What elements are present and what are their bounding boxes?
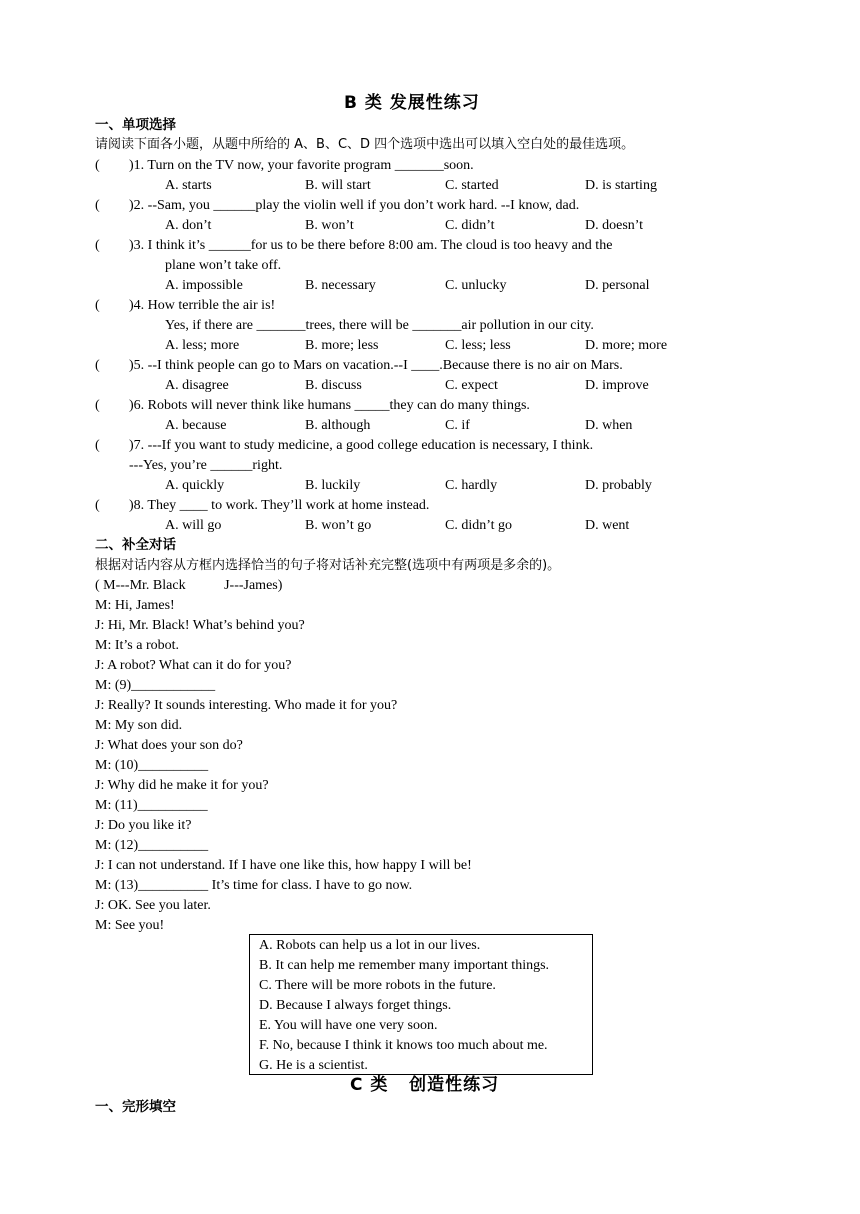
option-b: B. although <box>305 418 371 433</box>
options-box <box>249 934 593 1075</box>
dialogue-line: M: (13)__________ It’s time for class. I have to go now. <box>95 878 413 893</box>
option-c: C. started <box>445 178 499 193</box>
option-b: B. won’t <box>305 218 354 233</box>
answer-paren: ( <box>95 298 100 313</box>
box-option-g: G. He is a scientist. <box>259 1058 368 1073</box>
option-b: B. won’t go <box>305 518 372 533</box>
dialogue-line: M: It’s a robot. <box>95 638 179 653</box>
dialogue-line: J: Really? It sounds interesting. Who made it for you? <box>95 698 398 713</box>
box-option-f: F. No, because I think it knows too much about me. <box>259 1038 548 1053</box>
dialogue-line: J: I can not understand. If I have one like this, how happy I will be! <box>95 858 472 873</box>
dialogue-line: J: Do you like it? <box>95 818 192 833</box>
dialogue-line: J: Hi, Mr. Black! What’s behind you? <box>95 618 305 633</box>
option-a: A. because <box>165 418 227 433</box>
question-stem: )8. They ____ to work. They’ll work at home instead. <box>129 498 430 513</box>
dialogue-line: M: (10)__________ <box>95 758 209 773</box>
box-option-d: D. Because I always forget things. <box>259 998 452 1013</box>
option-d: D. doesn’t <box>585 218 644 233</box>
dialogue-line: M: (11)__________ <box>95 798 208 813</box>
question-stem-cont: Yes, if there are _______trees, there will be _______air pollution in our city. <box>165 318 594 333</box>
dialogue-line: M: Hi, James! <box>95 598 175 613</box>
answer-paren: ( <box>95 198 100 213</box>
dialogue-roles: ( M---Mr. Black J---James) <box>95 578 283 593</box>
option-d: D. more; more <box>585 338 668 353</box>
answer-paren: ( <box>95 158 100 173</box>
option-a: A. disagree <box>165 378 229 393</box>
option-c: C. didn’t <box>445 218 495 233</box>
question-stem-cont: plane won’t take off. <box>165 258 282 273</box>
option-a: A. quickly <box>165 478 225 493</box>
option-c: C. hardly <box>445 478 498 493</box>
option-b: B. will start <box>305 178 371 193</box>
dialogue-line: J: Why did he make it for you? <box>95 778 269 793</box>
dialogue-line: M: See you! <box>95 918 165 933</box>
option-d: D. personal <box>585 278 650 293</box>
answer-paren: ( <box>95 498 100 513</box>
option-c: C. expect <box>445 378 498 393</box>
option-b: B. luckily <box>305 478 361 493</box>
section1-heading: 一、单项选择 <box>95 117 176 133</box>
option-c: C. didn’t go <box>445 518 513 533</box>
answer-paren: ( <box>95 238 100 253</box>
question-stem: )6. Robots will never think like humans _____they can do many things. <box>129 398 530 413</box>
dialogue-line: M: (12)__________ <box>95 838 209 853</box>
option-b: B. necessary <box>305 278 376 293</box>
option-b: B. discuss <box>305 378 362 393</box>
question-stem: )2. --Sam, you ______play the violin well if you don’t work hard. --I know, dad. <box>129 198 580 213</box>
section-title-c: C 类 创造性练习 <box>350 1075 500 1095</box>
option-a: A. starts <box>165 178 212 193</box>
option-c: C. less; less <box>445 338 511 353</box>
option-a: A. impossible <box>165 278 243 293</box>
section2-instruction: 根据对话内容从方框内选择恰当的句子将对话补充完整(选项中有两项是多余的)。 <box>95 558 561 573</box>
option-a: A. less; more <box>165 338 240 353</box>
option-a: A. will go <box>165 518 222 533</box>
dialogue-line: M: My son did. <box>95 718 183 733</box>
section3-heading: 一、完形填空 <box>95 1099 176 1115</box>
option-c: C. unlucky <box>445 278 507 293</box>
section1-instruction: 请阅读下面各小题，从题中所给的 A、B、C、D 四个选项中选出可以填入空白处的最佳选项。 <box>95 137 635 152</box>
answer-paren: ( <box>95 438 100 453</box>
option-a: A. don’t <box>165 218 212 233</box>
option-d: D. went <box>585 518 630 533</box>
box-option-c: C. There will be more robots in the future. <box>259 978 496 993</box>
question-stem-cont: ---Yes, you’re ______right. <box>129 458 283 473</box>
option-d: D. is starting <box>585 178 657 193</box>
box-option-e: E. You will have one very soon. <box>259 1018 438 1033</box>
section2-heading: 二、补全对话 <box>95 537 176 553</box>
dialogue-line: J: What does your son do? <box>95 738 243 753</box>
answer-paren: ( <box>95 398 100 413</box>
question-stem: )7. ---If you want to study medicine, a good college education is necessary, I think. <box>129 438 594 453</box>
question-stem: )1. Turn on the TV now, your favorite program _______soon. <box>129 158 474 173</box>
box-option-b: B. It can help me remember many important things. <box>259 958 550 973</box>
option-d: D. probably <box>585 478 652 493</box>
dialogue-line: J: OK. See you later. <box>95 898 211 913</box>
option-b: B. more; less <box>305 338 379 353</box>
option-c: C. if <box>445 418 470 433</box>
answer-paren: ( <box>95 358 100 373</box>
option-d: D. when <box>585 418 633 433</box>
dialogue-line: M: (9)____________ <box>95 678 216 693</box>
box-option-a: A. Robots can help us a lot in our lives. <box>259 938 481 953</box>
question-stem: )3. I think it’s ______for us to be there before 8:00 am. The cloud is too heavy and the <box>129 238 613 253</box>
question-stem: )5. --I think people can go to Mars on vacation.--I ____.Because there is no air on Mars. <box>129 358 623 373</box>
option-d: D. improve <box>585 378 649 393</box>
dialogue-line: J: A robot? What can it do for you? <box>95 658 292 673</box>
section-title-b: B 类 发展性练习 <box>344 93 480 113</box>
question-stem: )4. How terrible the air is! <box>129 298 276 313</box>
